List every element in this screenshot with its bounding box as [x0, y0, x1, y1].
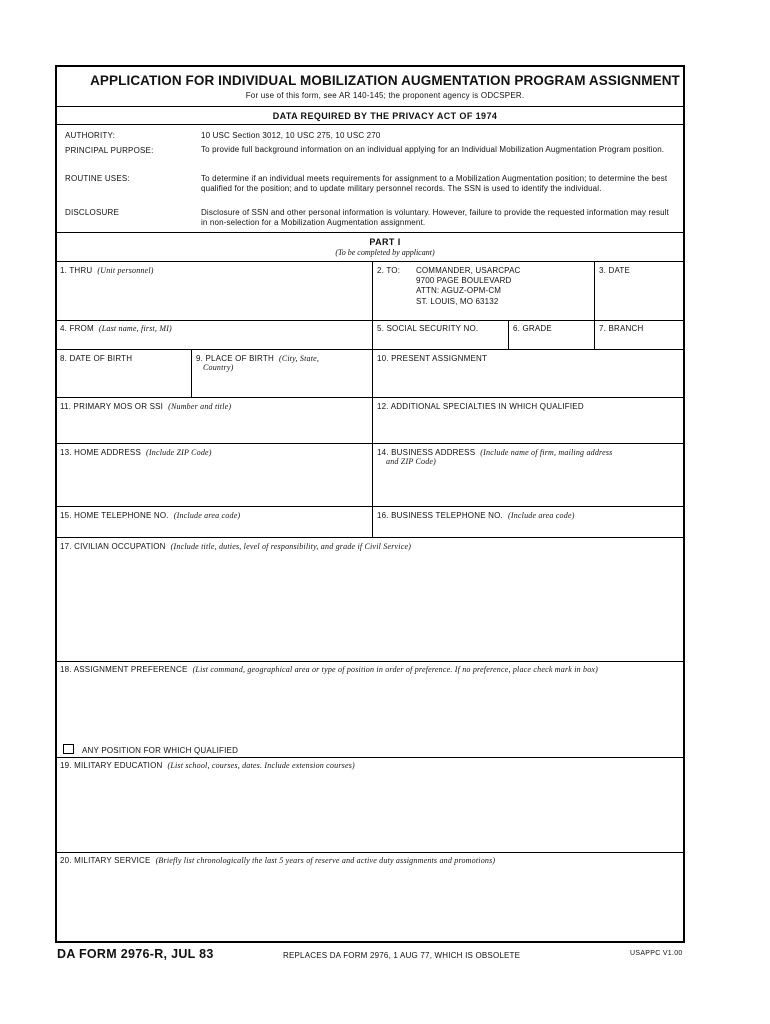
field-home-telephone[interactable]: 15. HOME TELEPHONE NO. (Include area code): [60, 511, 241, 520]
field-ssn[interactable]: 5. SOCIAL SECURITY NO.: [377, 324, 479, 333]
form-version: USAPPC V1.00: [630, 950, 683, 957]
divider: [55, 124, 685, 125]
part1-subheading: (To be completed by applicant): [335, 248, 435, 257]
field-business-telephone[interactable]: 16. BUSINESS TELEPHONE NO. (Include area code): [377, 511, 575, 520]
field-from[interactable]: 4. FROM (Last name, first, MI): [60, 324, 172, 333]
replaces-note: REPLACES DA FORM 2976, 1 AUG 77, WHICH IS OBSOLETE: [283, 951, 521, 960]
field-place-of-birth[interactable]: 9. PLACE OF BIRTH (City, State, Country): [196, 354, 320, 372]
field-thru[interactable]: 1. THRU (Unit personnel): [60, 266, 154, 275]
field-to-address: COMMANDER, USARCPAC 9700 PAGE BOULEVARD ATTN: AGUZ-OPM-CM ST. LOUIS, MO 63132: [416, 266, 521, 306]
form-subtitle: For use of this form, see AR 140-145; the proponent agency is ODCSPER.: [245, 91, 525, 100]
part1-heading: PART I: [369, 237, 401, 247]
routine-uses-label: ROUTINE USES:: [65, 174, 130, 183]
any-position-checkbox[interactable]: [63, 744, 74, 754]
field-business-address[interactable]: 14. BUSINESS ADDRESS (Include name of firm, mailing address and ZIP Code): [377, 448, 613, 466]
authority-label: AUTHORITY:: [65, 131, 116, 140]
field-civilian-occupation[interactable]: 17. CIVILIAN OCCUPATION (Include title, duties, level of responsibility, and grade if Civil Service): [60, 542, 412, 551]
privacy-act-heading: DATA REQUIRED BY THE PRIVACY ACT OF 1974: [272, 111, 498, 121]
field-present-assignment[interactable]: 10. PRESENT ASSIGNMENT: [377, 354, 488, 363]
field-grade[interactable]: 6. GRADE: [513, 324, 552, 333]
authority-value: 10 USC Section 3012, 10 USC 275, 10 USC 270: [201, 131, 381, 140]
principal-purpose-value: To provide full background information on an individual applying for an Individual Mobilization Augmentation Program position.: [201, 145, 665, 154]
field-to-label: 2. TO:: [377, 266, 401, 275]
form-title: APPLICATION FOR INDIVIDUAL MOBILIZATION AUGMENTATION PROGRAM ASSIGNMENT: [90, 73, 680, 88]
divider: [55, 106, 685, 107]
principal-purpose-label: PRINCIPAL PURPOSE:: [65, 146, 154, 155]
form-border: [55, 65, 685, 943]
field-home-address[interactable]: 13. HOME ADDRESS (Include ZIP Code): [60, 448, 212, 457]
field-branch[interactable]: 7. BRANCH: [599, 324, 644, 333]
field-additional-specialties[interactable]: 12. ADDITIONAL SPECIALTIES IN WHICH QUALIFIED: [377, 402, 584, 411]
form-number: DA FORM 2976-R, JUL 83: [57, 947, 214, 961]
disclosure-value: Disclosure of SSN and other personal information is voluntary. However, failure to provide the requested information may result in non-selection for a Mobilization Augmentation assignment.: [201, 208, 670, 227]
any-position-label: ANY POSITION FOR WHICH QUALIFIED: [82, 746, 239, 755]
disclosure-label: DISCLOSURE: [65, 208, 120, 217]
field-military-education[interactable]: 19. MILITARY EDUCATION (List school, courses, dates. Include extension courses): [60, 761, 355, 770]
routine-uses-value: To determine if an individual meets requirements for assignment to a Mobilization Augmentation position; to determine the best qualified for the position; and to update military personnel records. The SSN is used to identify the individual.: [201, 174, 668, 193]
divider: [55, 232, 685, 233]
field-primary-mos[interactable]: 11. PRIMARY MOS OR SSI (Number and title): [60, 402, 232, 411]
field-date-of-birth[interactable]: 8. DATE OF BIRTH: [60, 354, 133, 363]
field-date[interactable]: 3. DATE: [599, 266, 631, 275]
field-assignment-preference[interactable]: 18. ASSIGNMENT PREFERENCE (List command, geographical area or type of position in order of preference. If no preference, place check mark in box): [60, 665, 599, 674]
field-military-service[interactable]: 20. MILITARY SERVICE (Briefly list chronologically the last 5 years of reserve and active duty assignments and promotions): [60, 856, 496, 865]
